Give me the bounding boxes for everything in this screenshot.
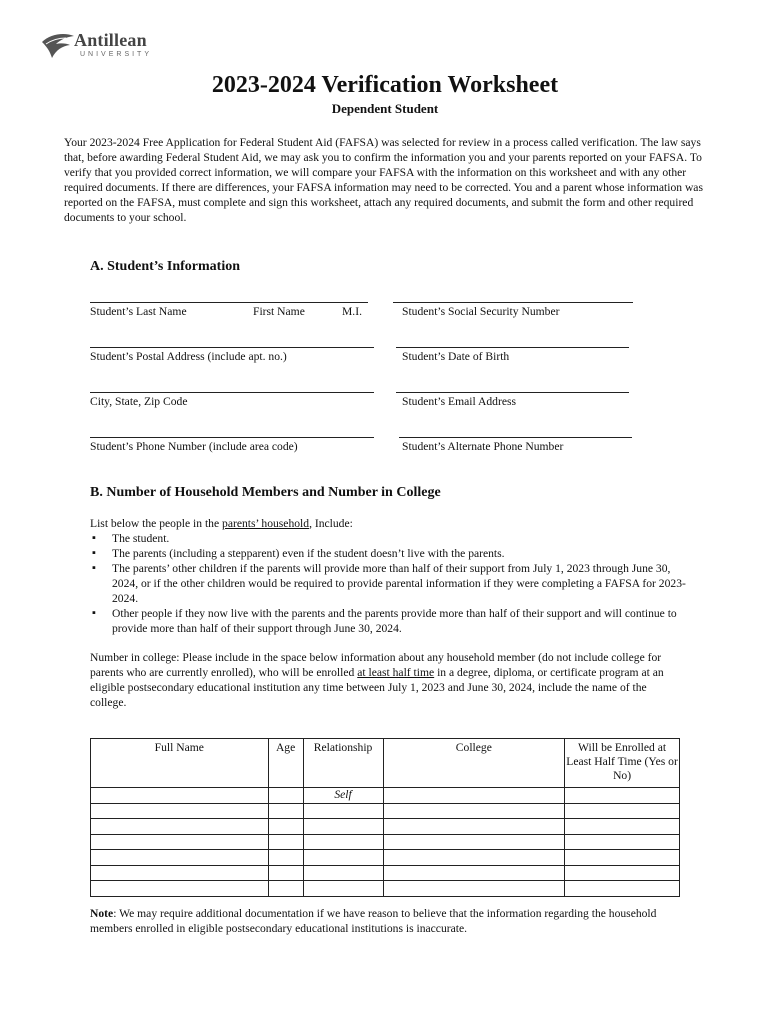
mi-label: M.I.	[342, 305, 362, 318]
table-row	[91, 881, 680, 897]
table-row	[91, 850, 680, 866]
note-paragraph: Note: We may require additional documentation if we have reason to believe that the information regarding the household members enrolled in eligible postsecondary educational institutions is inaccurate.	[90, 907, 657, 935]
col-college: College	[383, 739, 565, 788]
note-label: Note	[90, 907, 114, 920]
list-item: ▪ The student.	[90, 531, 690, 546]
col-age: Age	[268, 739, 303, 788]
phone-label: Student’s Phone Number (include area code)	[90, 440, 298, 453]
alt-phone-field[interactable]	[399, 437, 632, 438]
logo-name: Antillean	[74, 30, 147, 50]
table-row	[91, 819, 680, 835]
list-item: ▪ Other people if they now live with the parents and the parents provide more than half of their support and will continue to provide more than half of their support through June 30, 2024.	[90, 606, 690, 636]
household-table	[90, 738, 680, 897]
section-b-heading: B. Number of Household Members and Number in College	[90, 485, 441, 500]
college-instructions: Number in college: Please include in the space below information about any household member (do not include college for parents who are currently enrolled), who will be enrolled at least half time in a degree, diploma, or certificate program at an eligible postsecondary educational institution any time between July 1, 2023 and June 30, 2024, include the name of the college.	[90, 651, 664, 709]
postal-address-label: Student’s Postal Address (include apt. no.)	[90, 350, 287, 363]
page-subtitle: Dependent Student	[331, 101, 439, 116]
last-name-label: Student’s Last Name	[90, 305, 187, 318]
ssn-field[interactable]	[393, 302, 633, 303]
self-cell: Self	[303, 788, 383, 804]
list-item: ▪ The parents’ other children if the parents will provide more than half of their support from July 1, 2023 through June 30, 2024, or if the other children would be required to provide parental information if they were completing a FAFSA for 2023-2024.	[90, 561, 690, 606]
phone-field[interactable]	[90, 437, 374, 438]
last-name-field[interactable]	[90, 302, 368, 303]
bird-logo-icon	[40, 28, 76, 64]
table-header-row	[91, 739, 680, 788]
alt-phone-label: Student’s Alternate Phone Number	[402, 440, 564, 453]
email-field[interactable]	[396, 392, 629, 393]
email-label: Student’s Email Address	[402, 395, 517, 408]
table-row	[91, 865, 680, 881]
dob-field[interactable]	[396, 347, 629, 348]
col-full-name: Full Name	[91, 739, 269, 788]
logo-subtitle: UNIVERSITY	[80, 51, 153, 58]
table-row	[91, 788, 680, 804]
list-item: ▪ The parents (including a stepparent) even if the student doesn’t live with the parents.	[90, 546, 690, 561]
household-instructions	[90, 516, 690, 636]
col-relationship: Relationship	[303, 739, 383, 788]
city-field[interactable]	[90, 392, 374, 393]
first-name-label: First Name	[253, 305, 305, 318]
university-logo	[40, 28, 160, 64]
page-title: 2023-2024 Verification Worksheet	[211, 72, 559, 98]
household-list	[90, 531, 690, 636]
section-a-heading: A. Student’s Information	[90, 259, 240, 274]
list-intro: List below the people in the parents’ household, Include:	[90, 517, 353, 530]
postal-address-field[interactable]	[90, 347, 374, 348]
city-label: City, State, Zip Code	[90, 395, 188, 408]
dob-label: Student’s Date of Birth	[402, 350, 510, 363]
intro-paragraph: Your 2023-2024 Free Application for Federal Student Aid (FAFSA) was selected for review in a process called verification. The law says that, before awarding Federal Student Aid, we may ask you to confirm the information you and your parents reported on your FAFSA. To verify that you provided correct information, we will compare your FAFSA with the information on this worksheet and with any other required documents. If there are differences, your FAFSA information may need to be corrected. You and a parent whose information was reported on the FAFSA, must complete and sign this worksheet, attach any required documents, and submit the form and other required documents to your school.	[64, 136, 703, 224]
col-enrolled: Will be Enrolled at Least Half Time (Yes or No)	[565, 739, 680, 788]
table-row	[91, 803, 680, 819]
ssn-label: Student’s Social Security Number	[402, 305, 560, 318]
table-row	[91, 834, 680, 850]
